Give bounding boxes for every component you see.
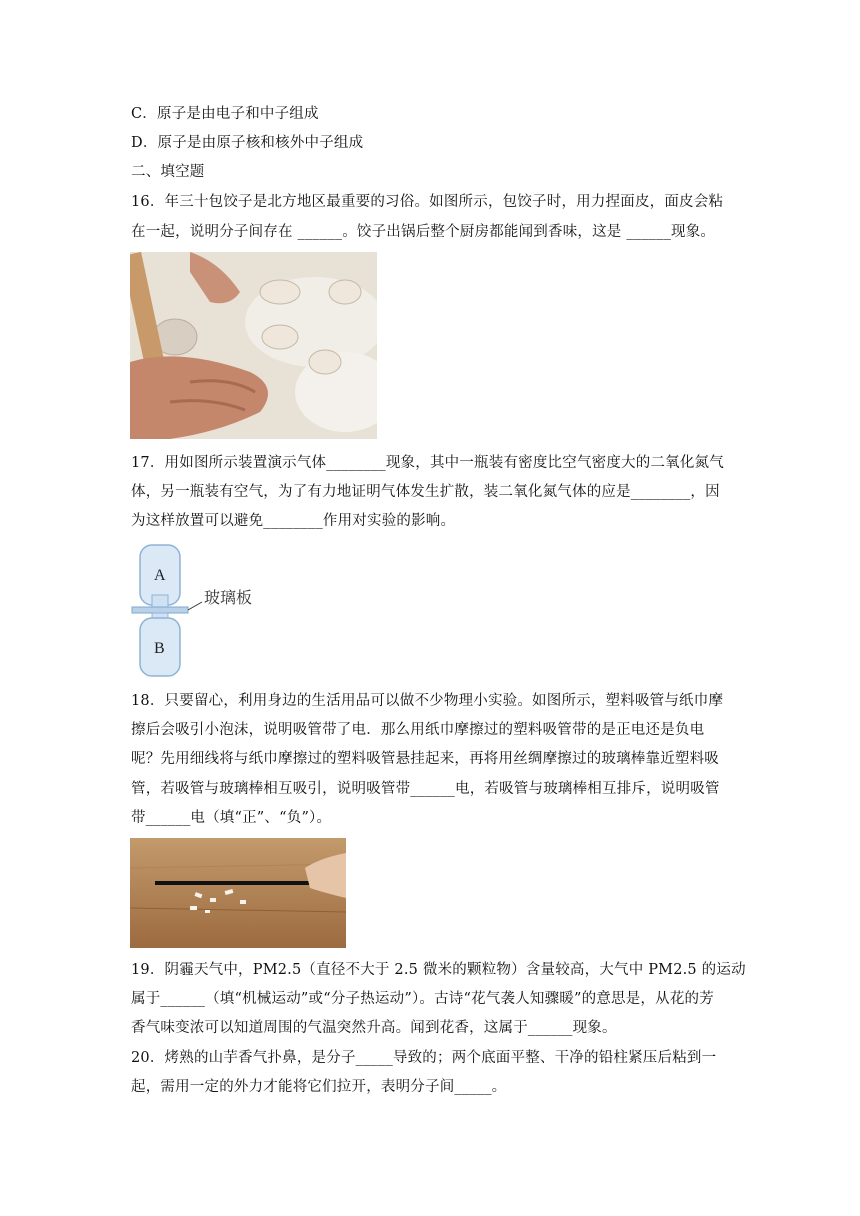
q16-line-1: 16．年三十包饺子是北方地区最重要的习俗。如图所示，包饺子时，用力捏面皮，面皮会粘 (131, 194, 724, 210)
q17-line-1: 17．用如图所示装置演示气体________现象，其中一瓶装有密度比空气密度大的二氧化氮气 (131, 455, 724, 471)
q16-line-2: 在一起，说明分子间存在 ______。饺子出锅后整个厨房都能闻到香味，这是 ______现象。 (131, 224, 716, 240)
q18-line-2: 擦后会吸引小泡沫，说明吸管带了电．那么用纸巾摩擦过的塑料吸管带的是正电还是负电 (131, 722, 705, 738)
q18-line-5: 带______电（填“正”、“负”）。 (131, 810, 332, 826)
q17-line-2: 体，另一瓶装有空气，为了有力地证明气体发生扩散，装二氧化氮气体的应是________，因 (131, 484, 720, 500)
dumpling-photo (130, 252, 377, 439)
q18-line-3: 呢？先用细线将与纸巾摩擦过的塑料吸管悬挂起来，再将用丝绸摩擦过的玻璃棒靠近塑料吸 (131, 751, 719, 767)
q18-line-4: 管，若吸管与玻璃棒相互吸引，说明吸管带______电，若吸管与玻璃棒相互排斥，说明吸管 (131, 781, 720, 797)
q19-line-3: 香气味变浓可以知道周围的气温突然升高。闻到花香，这属于______现象。 (131, 1020, 617, 1036)
bottle-b-label: B (154, 640, 165, 657)
option-c: C．原子是由电子和中子组成 (131, 106, 319, 122)
straw-experiment-photo (130, 838, 346, 948)
glass-plate-label: 玻璃板 (204, 588, 253, 607)
q20-line-2: 起，需用一定的外力才能将它们拉开，表明分子间_____。 (131, 1079, 507, 1095)
q19-line-2: 属于______（填“机械运动”或“分子热运动”）。古诗“花气袭人知骤暖”的意思是，从花的芳 (131, 991, 714, 1007)
q20-line-1: 20．烤熟的山芋香气扑鼻，是分子_____导致的；两个底面平整、干净的铅柱紧压后粘到一 (131, 1050, 717, 1066)
q19-line-1: 19．阴霾天气中，PM2.5（直径不大于 2.5 微米的颗粒物）含量较高，大气中 PM2.5 的运动 (131, 962, 746, 978)
q18-line-1: 18．只要留心，利用身边的生活用品可以做不少物理小实验。如图所示，塑料吸管与纸巾摩 (131, 693, 724, 709)
bottle-a-label: A (154, 567, 166, 584)
gas-bottles-figure (130, 540, 260, 680)
section-heading: 二、填空题 (131, 164, 205, 180)
q17-line-3: 为这样放置可以避免________作用对实验的影响。 (131, 513, 456, 529)
option-d: D．原子是由原子核和核外中子组成 (131, 135, 364, 151)
